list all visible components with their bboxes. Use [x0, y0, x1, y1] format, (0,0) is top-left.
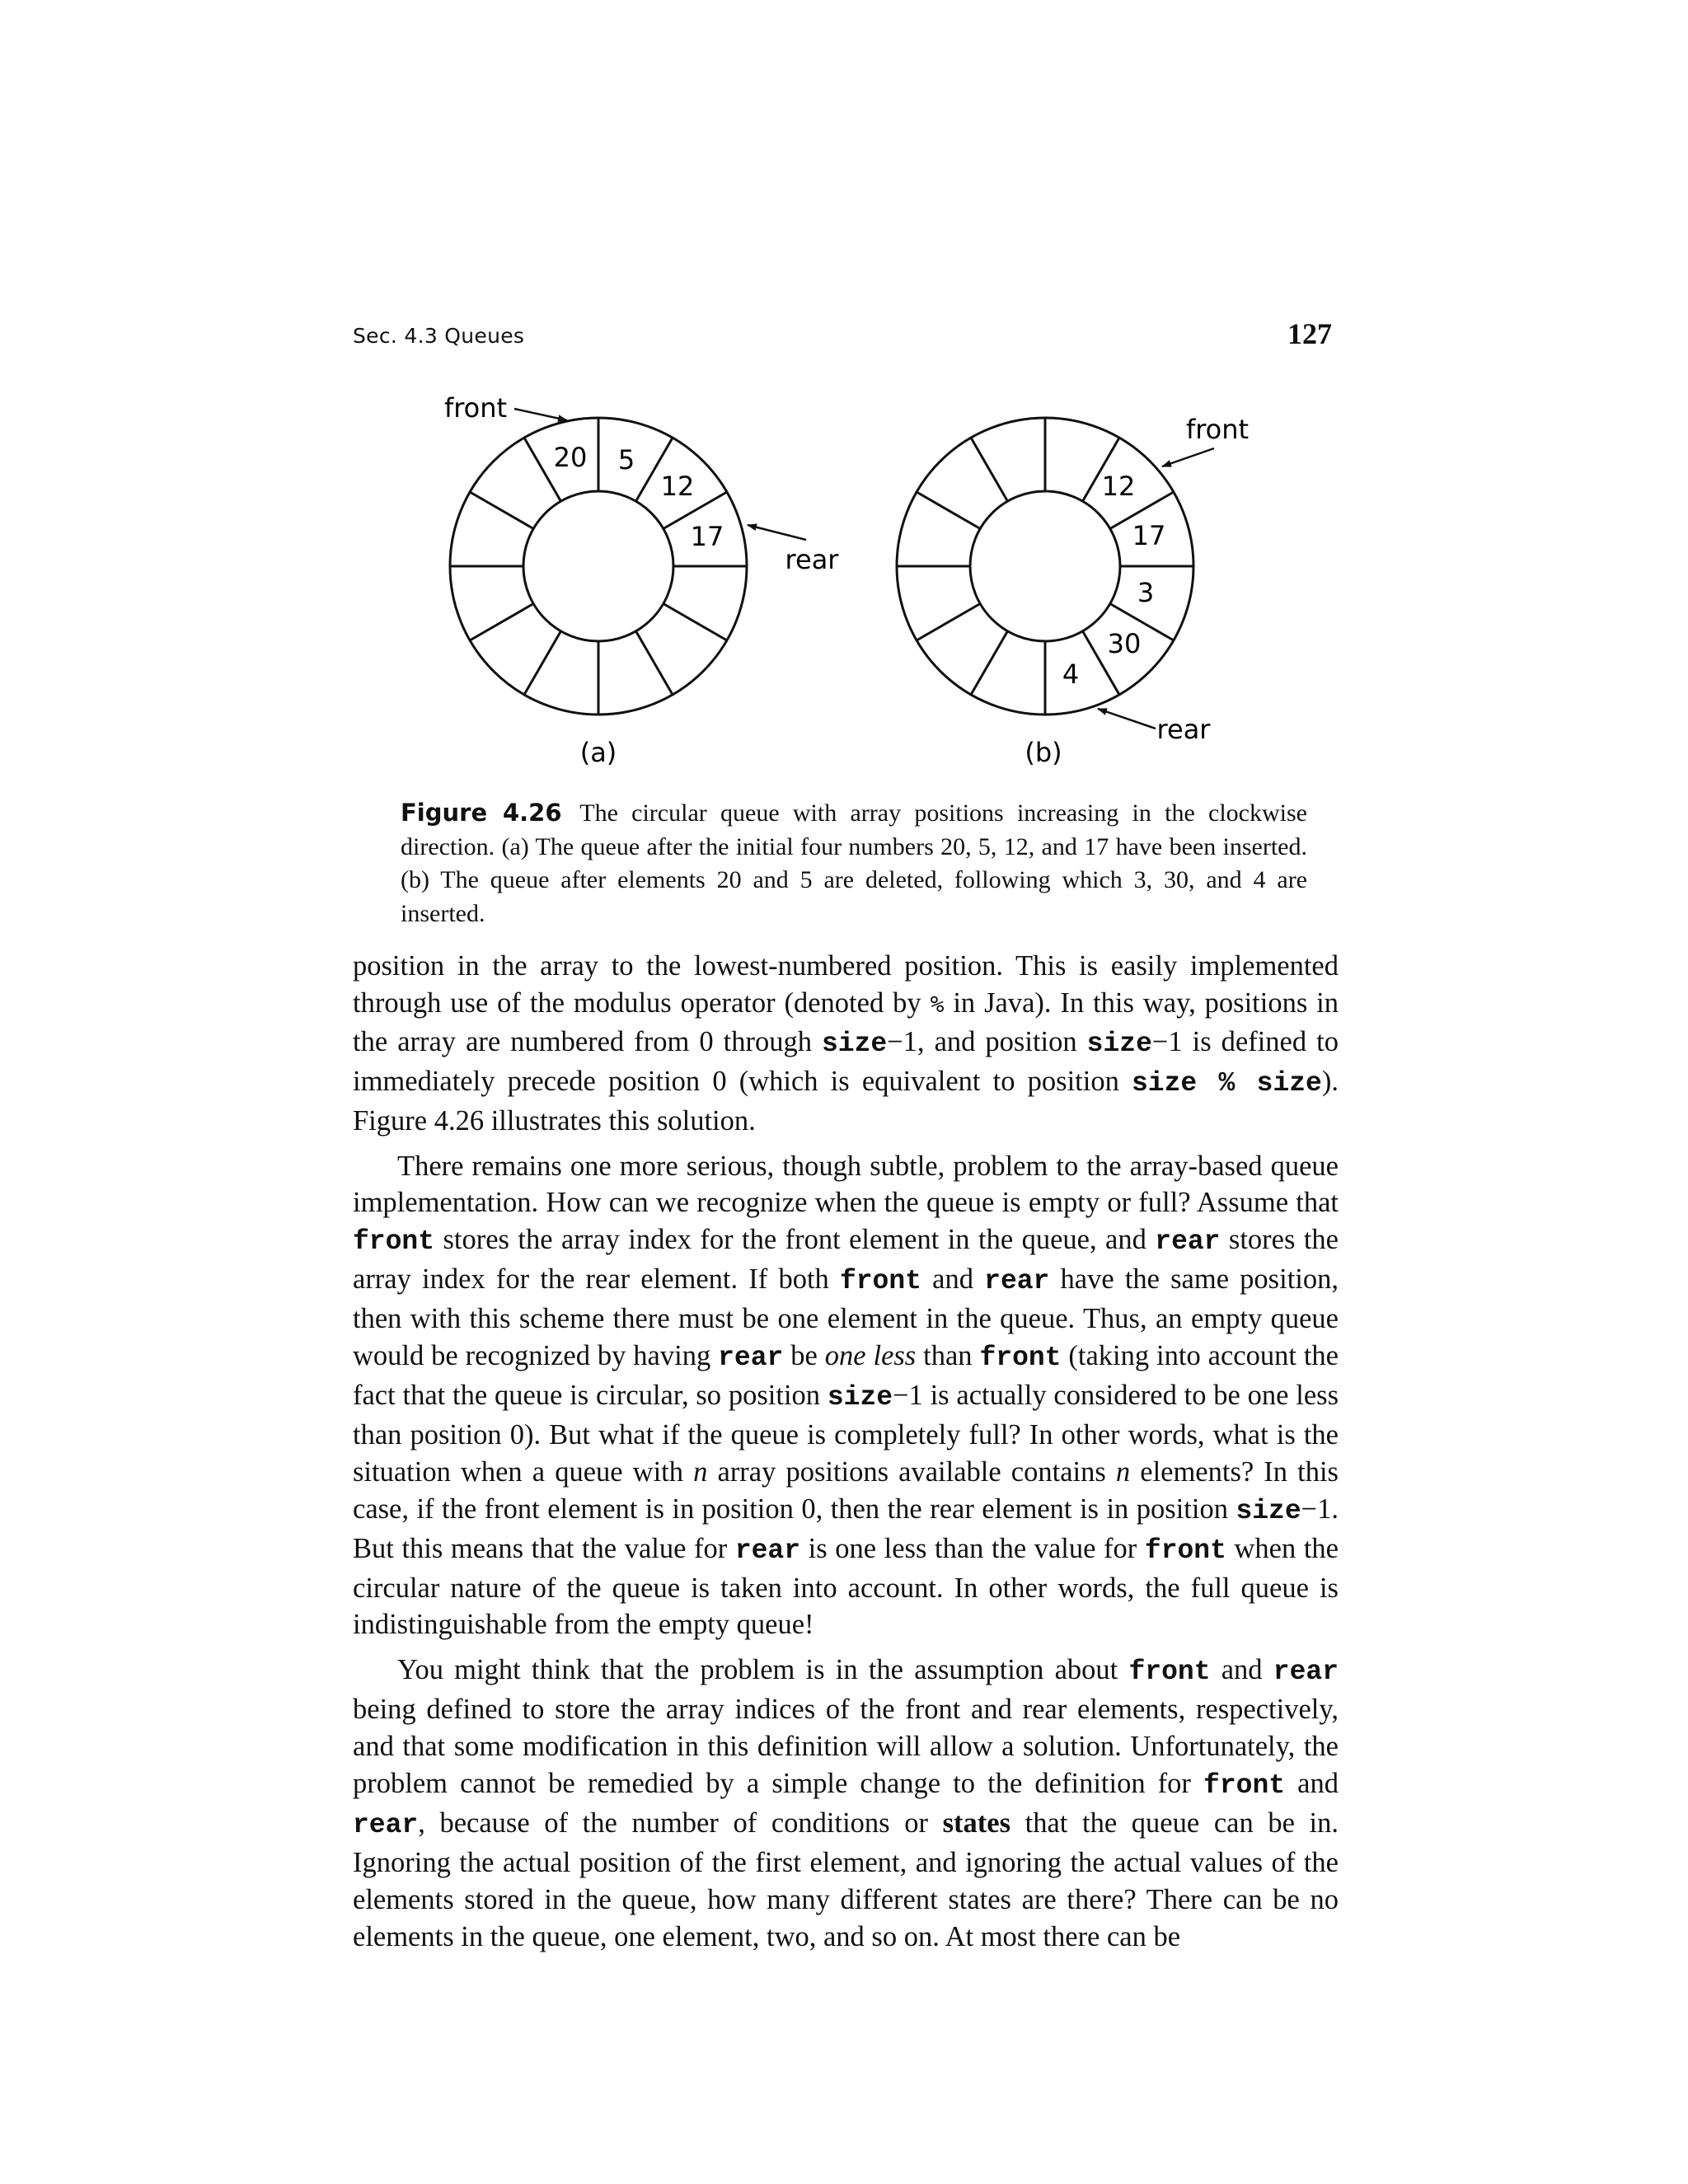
ring-b-dividers [897, 418, 1193, 715]
panel-label-b: (b) [1025, 737, 1062, 768]
code-rear: rear [734, 1535, 801, 1566]
slot-value-a-2: 12 [660, 471, 695, 502]
p2-text: −1 is actually considered to be one less than position 0). But what if the queue is completely full? In other words, what is the situation when a queue with [353, 1379, 1339, 1488]
figure-caption-text: The circular queue with array positions increasing in the clockwise direction. (a) The queue after the initial four numbers 20, 5, 12, and 17 have been inserted. (b) The queue after elements 20 and 5 are deleted, following which 3, 30, and 4 are inserted. [401, 799, 1307, 927]
p3-text: that the queue can be in. Ignoring the actual position of the first element, and ignoring the actual values of the elements stored in the queue, how many different states are there? There can be no elements in the queue, one element, two, and so on. At most there can be [353, 1807, 1339, 1952]
code-rear: rear [353, 1809, 419, 1840]
p2-text: be [783, 1340, 825, 1372]
panel-label-a: (a) [579, 737, 617, 768]
p1-text: −1, and position [887, 1025, 1087, 1057]
bold-states: states [942, 1807, 1011, 1839]
emphasis-one-less: one less [824, 1340, 917, 1372]
slot-value-b-1: 17 [1132, 520, 1166, 551]
queue-ring-b [897, 414, 1249, 768]
p1-text: −1 is defined to immediately precede position 0 (which is equivalent to position [353, 1025, 1339, 1097]
p1-text: in Java). In this way, positions in the array are numbered from 0 through [353, 987, 1339, 1057]
code-front: front [839, 1266, 921, 1297]
p2-text: is one less than the value for [800, 1532, 1145, 1564]
p2-text: and [921, 1263, 985, 1296]
slot-divider [470, 492, 533, 529]
code-rear: rear [718, 1343, 784, 1374]
code-front: front [979, 1343, 1062, 1374]
paragraph-3 [353, 1652, 1339, 1955]
p2-text: There remains one more serious, though subtle, problem to the array-based queue implementation. How can we recognize when the queue is empty or full? Assume that [353, 1150, 1339, 1219]
p2-text: (taking into account the fact that the queue is circular, so position [353, 1340, 1339, 1411]
code-size: size [1086, 1028, 1152, 1059]
slot-value-b-4: 4 [1062, 658, 1080, 690]
p2-text: array positions available contains [707, 1455, 1116, 1488]
paragraph-1 [353, 948, 1339, 1140]
code-front: front [1203, 1770, 1286, 1802]
slot-divider [663, 604, 727, 641]
slot-value-a-1: 5 [617, 444, 635, 476]
code-size-mod-size: size % size [1131, 1067, 1322, 1099]
front-pointer-label-b: front [1185, 414, 1250, 445]
queue-ring-a [444, 392, 839, 768]
code-size: size [827, 1381, 893, 1413]
math-n: n [693, 1455, 708, 1488]
slot-divider [971, 631, 1008, 695]
front-pointer-label-a: front [443, 392, 508, 424]
p2-text: stores the array index for the rear element. If both [353, 1224, 1339, 1296]
rear-pointer-arrow-b [1098, 709, 1156, 729]
code-size: size [1236, 1495, 1301, 1526]
p2-text: stores the array index for the front element in the queue, and [434, 1224, 1156, 1256]
circular-queue-figure [0, 0, 1688, 791]
p3-text: You might think that the problem is in the assumption about [397, 1654, 1129, 1686]
slot-divider [971, 438, 1008, 501]
slot-value-b-2: 3 [1137, 577, 1155, 608]
p2-text: have the same position, then with this scheme there must be one element in the queue. Thus, an empty queue would be recognized by having [353, 1263, 1339, 1372]
slot-value-b-3: 30 [1107, 628, 1142, 659]
p2-text: than [916, 1340, 980, 1372]
math-n: n [1115, 1455, 1131, 1488]
ring-a-inner [523, 491, 673, 641]
p3-text: being defined to store the array indices of the front and rear elements, respectively, and that some modification in this definition will allow a solution. Unfortunately, the problem cannot be remedied by a simple change to the definition for [353, 1694, 1339, 1800]
p3-text: , because of the number of conditions or [418, 1807, 943, 1839]
front-pointer-arrow-b [1162, 448, 1214, 466]
rear-pointer-arrow-a [748, 525, 806, 540]
slot-divider [470, 604, 533, 641]
code-rear: rear [1155, 1226, 1221, 1258]
p1-text: ). Figure 4.26 illustrates this solution. [353, 1065, 1339, 1137]
code-rear: rear [1273, 1657, 1339, 1688]
rear-pointer-label-b: rear [1156, 714, 1211, 745]
slot-divider [636, 631, 673, 695]
running-head: Sec. 4.3 Queues [353, 324, 525, 348]
slot-divider [524, 631, 561, 695]
paragraph-2 [353, 1148, 1339, 1644]
code-front: front [353, 1226, 435, 1258]
page-number: 127 [1287, 317, 1332, 350]
p3-text: and [1210, 1654, 1273, 1686]
figure-caption-label: Figure 4.26 [401, 799, 562, 827]
p3-text: and [1285, 1768, 1339, 1800]
slot-value-a-3: 17 [690, 521, 724, 552]
ring-a-dividers [450, 418, 747, 715]
code-front: front [1144, 1535, 1226, 1566]
figure-caption [401, 796, 1307, 930]
code-front: front [1128, 1657, 1211, 1688]
slot-value-b-0: 12 [1101, 471, 1136, 502]
p1-text: position in the array to the lowest-numbered position. This is easily implemented through use of the modulus operator (denoted by [353, 950, 1339, 1019]
modulus-symbol: % [930, 990, 945, 1018]
front-pointer-arrow-a [514, 409, 567, 420]
code-rear: rear [984, 1266, 1050, 1297]
rear-pointer-label-a: rear [785, 544, 839, 575]
code-size: size [821, 1028, 888, 1059]
p2-text: −1. But this means that the value for [353, 1493, 1339, 1564]
slot-value-a-0: 20 [553, 442, 588, 473]
slot-divider [917, 492, 980, 529]
p2-text: elements? In this case, if the front element is in position 0, then the rear element is in position [353, 1455, 1339, 1525]
p2-text: when the circular nature of the queue is taken into account. In other words, the full queue is indistinguishable from the empty queue! [353, 1532, 1339, 1641]
slot-divider [917, 604, 980, 641]
ring-b-inner [970, 491, 1120, 641]
body-text [353, 948, 1339, 1964]
